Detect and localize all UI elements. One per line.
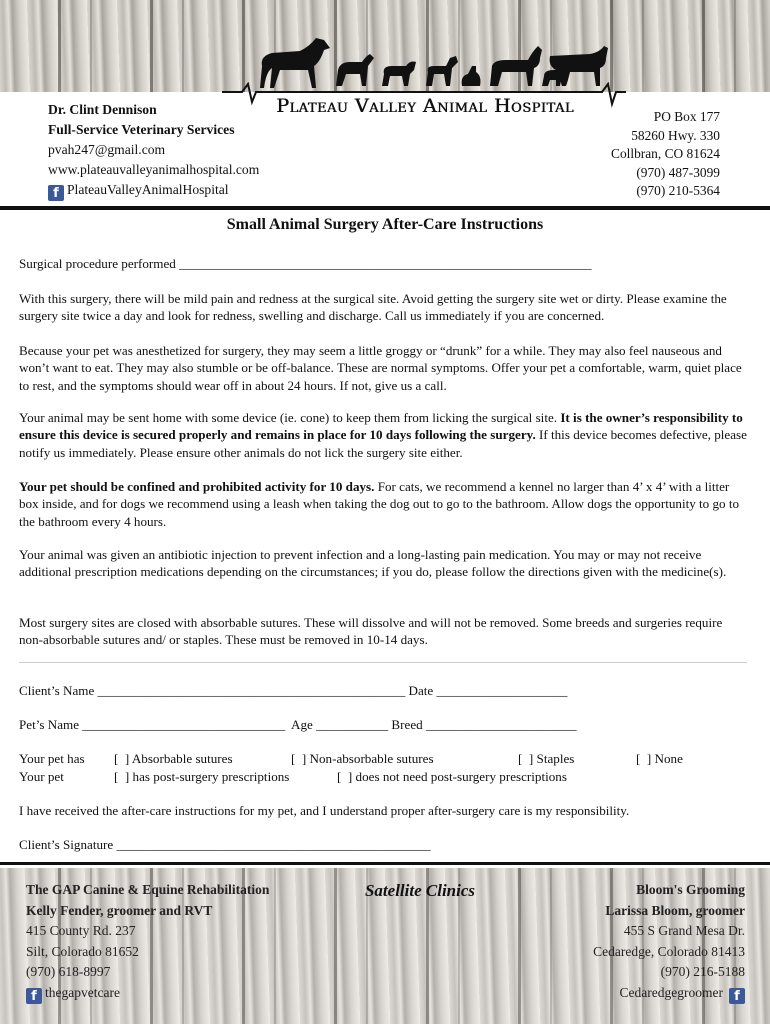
clinic-contact-right — [611, 108, 720, 201]
staples-checkbox[interactable]: [ ] Staples — [518, 751, 575, 766]
paragraph-2 — [19, 342, 747, 394]
street-address: 58260 Hwy. 330 — [631, 127, 720, 143]
clinic-street: 415 County Rd. 237 — [26, 923, 136, 938]
has-prescriptions-checkbox[interactable]: [ ] has post-surgery prescriptions — [114, 769, 290, 784]
signature-field[interactable]: Client’s Signature ________________________________________________ — [19, 837, 431, 852]
clinic-city: Silt, Colorado 81652 — [26, 943, 139, 959]
clinic-name: The GAP Canine & Equine Rehabilitation — [26, 882, 270, 897]
email-link[interactable]: pvah247@gmail.com — [48, 142, 166, 157]
paragraph-4 — [19, 478, 747, 530]
facebook-handle: PlateauValleyAnimalHospital — [67, 182, 229, 197]
clinic-phone: (970) 618-8997 — [26, 964, 111, 979]
footer-divider — [0, 862, 770, 865]
facebook-handle: Cedaredgegroomer — [619, 984, 723, 1000]
doctor-name: Dr. Clint Dennison — [48, 102, 157, 117]
paragraph-5 — [19, 546, 747, 581]
facebook-icon: f — [48, 185, 64, 201]
phone-1: (970) 487-3099 — [636, 164, 720, 180]
website-link[interactable]: www.plateauvalleyanimalhospital.com — [48, 162, 260, 177]
clinic-name: Bloom's Grooming — [636, 882, 745, 897]
facebook-link[interactable] — [48, 180, 259, 201]
pet-label: Your pet — [19, 769, 64, 784]
document-title: Small Animal Surgery After-Care Instructions — [226, 216, 544, 233]
non-absorbable-checkbox[interactable]: [ ] Non-absorbable sutures — [291, 751, 434, 766]
facebook-link[interactable] — [593, 983, 745, 1004]
paragraph-text: Most surgery sites are closed with absorbable sutures. These will dissolve and will not be removed. Some breeds and surgeries require non-absorbable sutures and/ or staples. These must be removed in 10-14 days. — [19, 615, 723, 648]
paragraph-text: Your animal may be sent home with some device (ie. cone) to keep them from licking the surgical site. — [19, 410, 561, 425]
pet-has-label: Your pet has — [19, 751, 85, 766]
acknowledgement: I have received the after-care instructions for my pet, and I understand proper after-surgery care is my responsibility. — [19, 803, 630, 818]
po-box: PO Box 177 — [653, 109, 720, 124]
facebook-icon: f — [729, 988, 745, 1004]
satellite-clinic-right — [593, 880, 745, 1004]
no-prescriptions-checkbox[interactable]: [ ] does not need post-surgery prescriptions — [337, 769, 567, 784]
facebook-handle: thegapvetcare — [45, 984, 120, 1000]
satellite-clinics-heading: Satellite Clinics — [364, 881, 476, 900]
paragraph-text: With this surgery, there will be mild pain and redness at the surgical site. Avoid getting the surgery site wet or dirty. Please examine the surgery site twice a day and look for redness, swelling and discharge. Call us immediately if you are concerned. — [19, 291, 727, 324]
client-name-field[interactable]: Client’s Name _______________________________________________ Date ____________________ — [19, 683, 568, 698]
clinic-person: Kelly Fender, groomer and RVT — [26, 902, 213, 918]
city-address: Collbran, CO 81624 — [611, 146, 720, 161]
clinic-street: 455 S Grand Mesa Dr. — [623, 923, 745, 938]
clinic-name: Plateau Valley Animal Hospital — [276, 95, 574, 117]
paragraph-bold: It is the owner’s responsibility to ensure this device is secured properly and remains in place for 10 days following the surgery. — [19, 410, 743, 443]
paragraph-text: If this device becomes defective, please notify us immediately. Please ensure other animals do not lick the surgery site either. — [19, 427, 747, 460]
clinic-contact-left — [48, 100, 259, 201]
phone-2: (970) 210-5364 — [636, 183, 720, 198]
paragraph-bold: Your pet should be confined and prohibited activity for 10 days. — [19, 479, 375, 494]
none-checkbox[interactable]: [ ] None — [636, 751, 683, 766]
paragraph-6 — [19, 614, 747, 649]
paragraph-1 — [19, 290, 747, 325]
satellite-clinic-left — [26, 880, 269, 1004]
paragraph-text: For cats, we recommend a kennel no larger than 4’ x 4’ with a litter box inside, and for dogs we recommend using a leash when taking the dog out to go to the bathroom. Allow dogs the opportunity to go to the bathroom every 4 hours. — [19, 479, 740, 529]
pet-name-field[interactable]: Pet’s Name _______________________________ Age ___________ Breed _______________________ — [19, 717, 577, 732]
paragraph-text: Your animal was given an antibiotic injection to prevent infection and a long-lasting pain medication. You may or may not receive additional prescription medications depending on the circumstances; if you do, please follow the directions given with the medicine(s). — [19, 547, 727, 580]
facebook-icon: f — [26, 988, 42, 1004]
absorbable-checkbox[interactable]: [ ] Absorbable sutures — [114, 751, 233, 766]
paragraph-3 — [19, 409, 747, 461]
services: Full-Service Veterinary Services — [48, 122, 235, 137]
paragraph-text: Because your pet was anesthetized for surgery, they may seem a little groggy or “drunk” for a while. They may also feel nauseous and won’t want to eat. They may also stumble or be off-balance. These are normal symptoms. Offer your pet a comfortable, warm, quiet place to rest, and the symptoms should wear off in about 24 hours. If not, give us a call. — [19, 343, 742, 393]
clinic-phone: (970) 216-5188 — [660, 964, 745, 979]
procedure-line: Surgical procedure performed _______________________________________________________________ — [19, 256, 592, 271]
facebook-link[interactable] — [26, 983, 269, 1004]
clinic-person: Larissa Bloom, groomer — [605, 902, 745, 918]
clinic-city: Cedaredge, Colorado 81413 — [593, 943, 745, 959]
header-divider — [0, 206, 770, 210]
section-divider — [19, 662, 747, 663]
